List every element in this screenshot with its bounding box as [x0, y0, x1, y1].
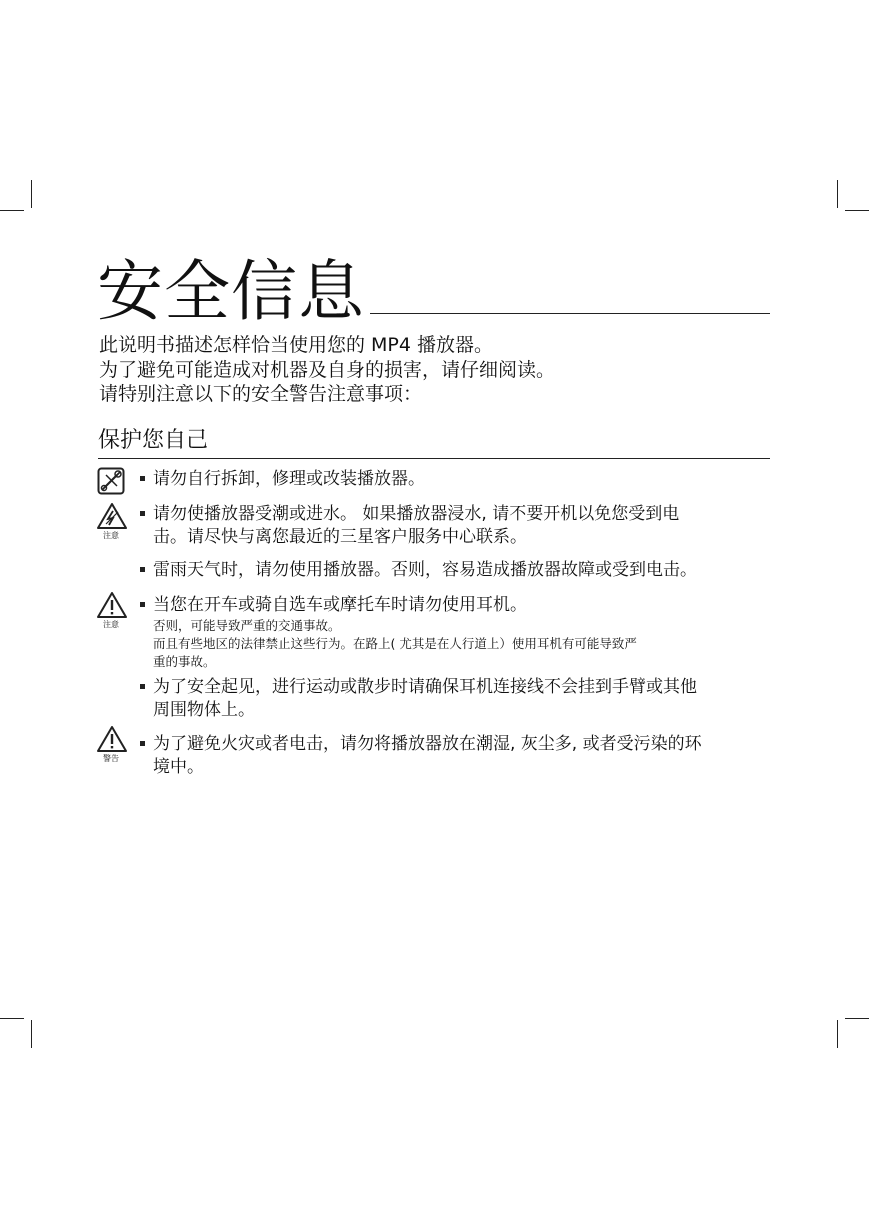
crop-mark [31, 1020, 32, 1048]
crop-mark [845, 1018, 869, 1019]
crop-mark [31, 180, 32, 208]
intro-line: 请特别注意以下的安全警告注意事项： [99, 383, 423, 405]
item-subtext: 否则，可能导致严重的交通事故。 [153, 618, 341, 633]
caution-label: 注意 [103, 620, 119, 629]
crop-mark [837, 1020, 838, 1048]
intro-text [99, 333, 555, 407]
intro-line: 此说明书描述怎样恰当使用您的 MP4 播放器。 [99, 334, 494, 356]
list-item [140, 594, 775, 671]
item-text: 请勿自行拆卸，修理或改装播放器。 [153, 469, 425, 489]
item-text: 境中。 [153, 757, 204, 777]
item-text: 请勿使播放器受潮或进水。 如果播放器浸水, 请不要开机以免您受到电 [153, 504, 680, 524]
electric-shock-caution-icon [96, 502, 126, 541]
bullet [140, 602, 145, 607]
bullet [140, 684, 145, 689]
list-item [140, 468, 775, 491]
bullet [140, 476, 145, 481]
warning-icon [96, 725, 126, 764]
section-title: 保护您自己 [98, 428, 209, 453]
bullet [140, 511, 145, 516]
item-text: 雷雨天气时，请勿使用播放器。否则，容易造成播放器故障或受到电击。 [153, 560, 697, 580]
crop-mark [0, 1018, 24, 1019]
crop-mark [837, 180, 838, 208]
warning-label: 警告 [103, 754, 119, 763]
list-item [140, 733, 775, 779]
title-rule [370, 313, 770, 314]
item-text: 为了安全起见，进行运动或散步时请确保耳机连接线不会挂到手臂或其他 [153, 677, 697, 697]
intro-line: 为了避免可能造成对机器及自身的损害，请仔细阅读。 [99, 358, 556, 381]
caution-label: 注意 [103, 531, 119, 540]
crop-mark [0, 210, 24, 211]
item-text: 为了避免火灾或者电击，请勿将播放器放在潮湿, 灰尘多, 或者受污染的环 [153, 734, 702, 754]
list-item [140, 503, 775, 549]
crop-mark [845, 210, 869, 211]
bullet [140, 567, 145, 572]
caution-icon [96, 591, 126, 630]
section-rule [98, 458, 770, 459]
list-item [140, 559, 775, 582]
list-item [140, 676, 775, 722]
item-subtext: 而且有些地区的法律禁止这些行为。在路上( 尤其是在人行道上）使用耳机有可能导致严 [153, 636, 637, 651]
item-text: 击。请尽快与离您最近的三星客户服务中心联系。 [153, 527, 527, 547]
item-text: 当您在开车或骑自选车或摩托车时请勿使用耳机。 [153, 595, 527, 615]
page-title: 安全信息 [97, 253, 365, 330]
bullet [140, 741, 145, 746]
no-disassemble-icon [96, 467, 126, 495]
item-text: 周围物体上。 [153, 700, 255, 720]
item-subtext: 重的事故。 [153, 654, 216, 669]
